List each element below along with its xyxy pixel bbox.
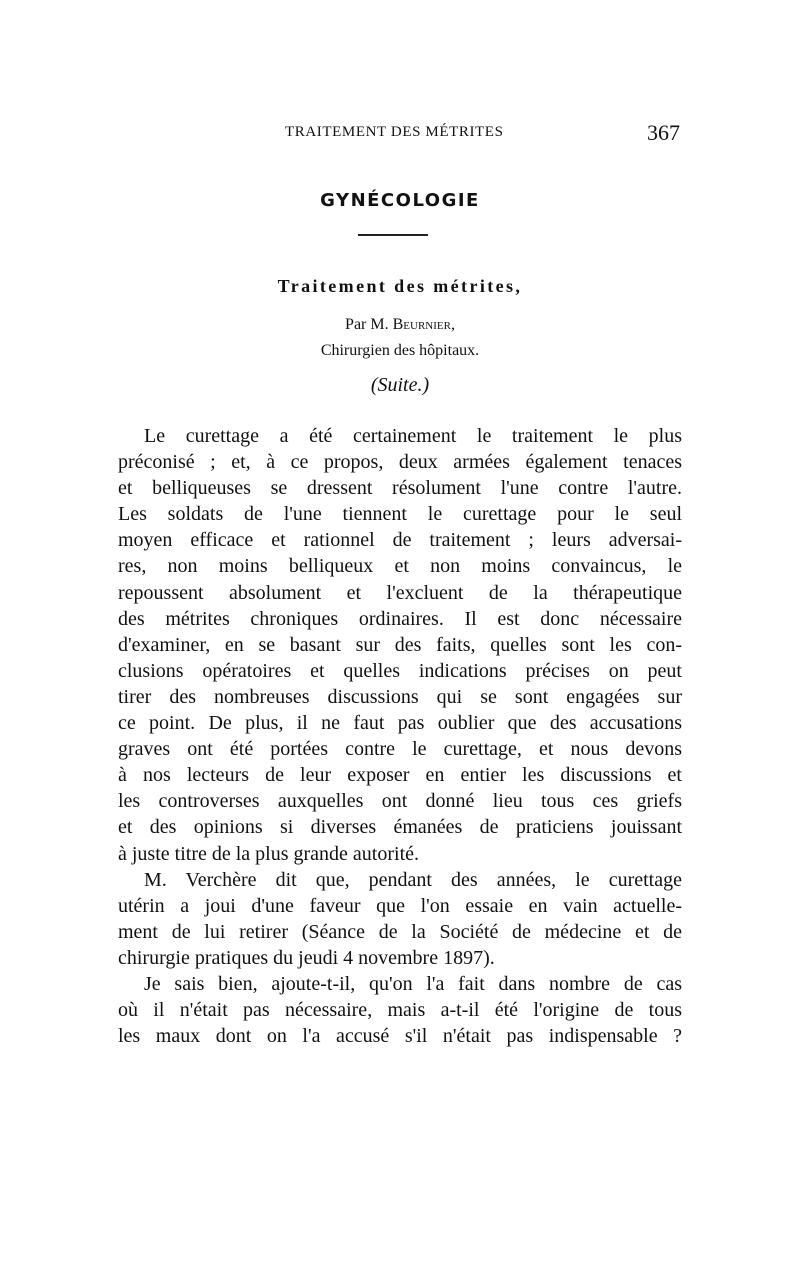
body-line: d'examiner, en se basant sur des faits, quelles sont les con- (118, 633, 682, 656)
body-line: utérin a joui d'une faveur que l'on essaie en vain actuelle- (118, 894, 682, 917)
author-affiliation: Chirurgien des hôpitaux. (320, 342, 480, 359)
body-line: Les soldats de l'une tiennent le curettage pour le seul (118, 503, 682, 526)
body-line: des métrites chroniques ordinaires. Il est donc nécessaire (118, 607, 682, 630)
body-line: graves ont été portées contre le curettage, et nous devons (118, 738, 682, 761)
byline (0, 316, 800, 334)
body-line: M. Verchère dit que, pendant des années, le curettage (144, 868, 682, 891)
body-line: Le curettage a été certainement le traitement le plus (144, 425, 682, 447)
body-line: tirer des nombreuses discussions qui se sont engagées sur (118, 685, 682, 708)
body-line: chirurgie pratiques du jeudi 4 novembre 1897). (118, 946, 495, 969)
section-title: GYNÉCOLOGIE (320, 190, 480, 211)
author-name: Beurnier, (392, 316, 455, 333)
body-line: préconisé ; et, à ce propos, deux armées également tenaces (118, 451, 682, 474)
body-line: et des opinions si diverses émanées de praticiens jouissant (118, 816, 682, 839)
body-line: ment de lui retirer (Séance de la Société de médecine et de (118, 920, 682, 943)
body-line: clusions opératoires et quelles indications précises on peut (118, 659, 682, 682)
body-line: et belliqueuses se dressent résolument l'une contre l'autre. (118, 477, 682, 500)
page-number: 367 (647, 120, 680, 145)
article-title: Traitement des métrites, (277, 276, 523, 296)
running-header (120, 120, 680, 146)
body-line: moyen efficace et rationnel de traitement ; leurs adversai- (118, 529, 682, 552)
title-divider (358, 234, 428, 236)
body-line: à nos lecteurs de leur exposer en entier les discussions et (118, 764, 682, 787)
body-line: Je sais bien, ajoute-t-il, qu'on l'a fait dans nombre de cas (144, 972, 682, 995)
continued-note: (Suite.) (370, 374, 430, 396)
body-line: à juste titre de la plus grande autorité. (118, 842, 420, 865)
byline-prefix: Par M. (345, 316, 393, 333)
body-line: les controverses auxquelles ont donné lieu tous ces griefs (118, 790, 682, 813)
body-line: ce point. De plus, il ne faut pas oublier que des accusations (118, 712, 682, 735)
running-title: TRAITEMENT DES MÉTRITES (285, 124, 504, 140)
body-line: où il n'était pas nécessaire, mais a-t-il été l'origine de tous (118, 999, 682, 1022)
body-line: les maux dont on l'a accusé s'il n'était pas indispensable ? (118, 1025, 682, 1048)
body-line: repoussent absolument et l'excluent de la thérapeutique (118, 581, 682, 604)
article-body (118, 423, 682, 1049)
body-line: res, non moins belliqueux et non moins convaincus, le (118, 555, 682, 578)
